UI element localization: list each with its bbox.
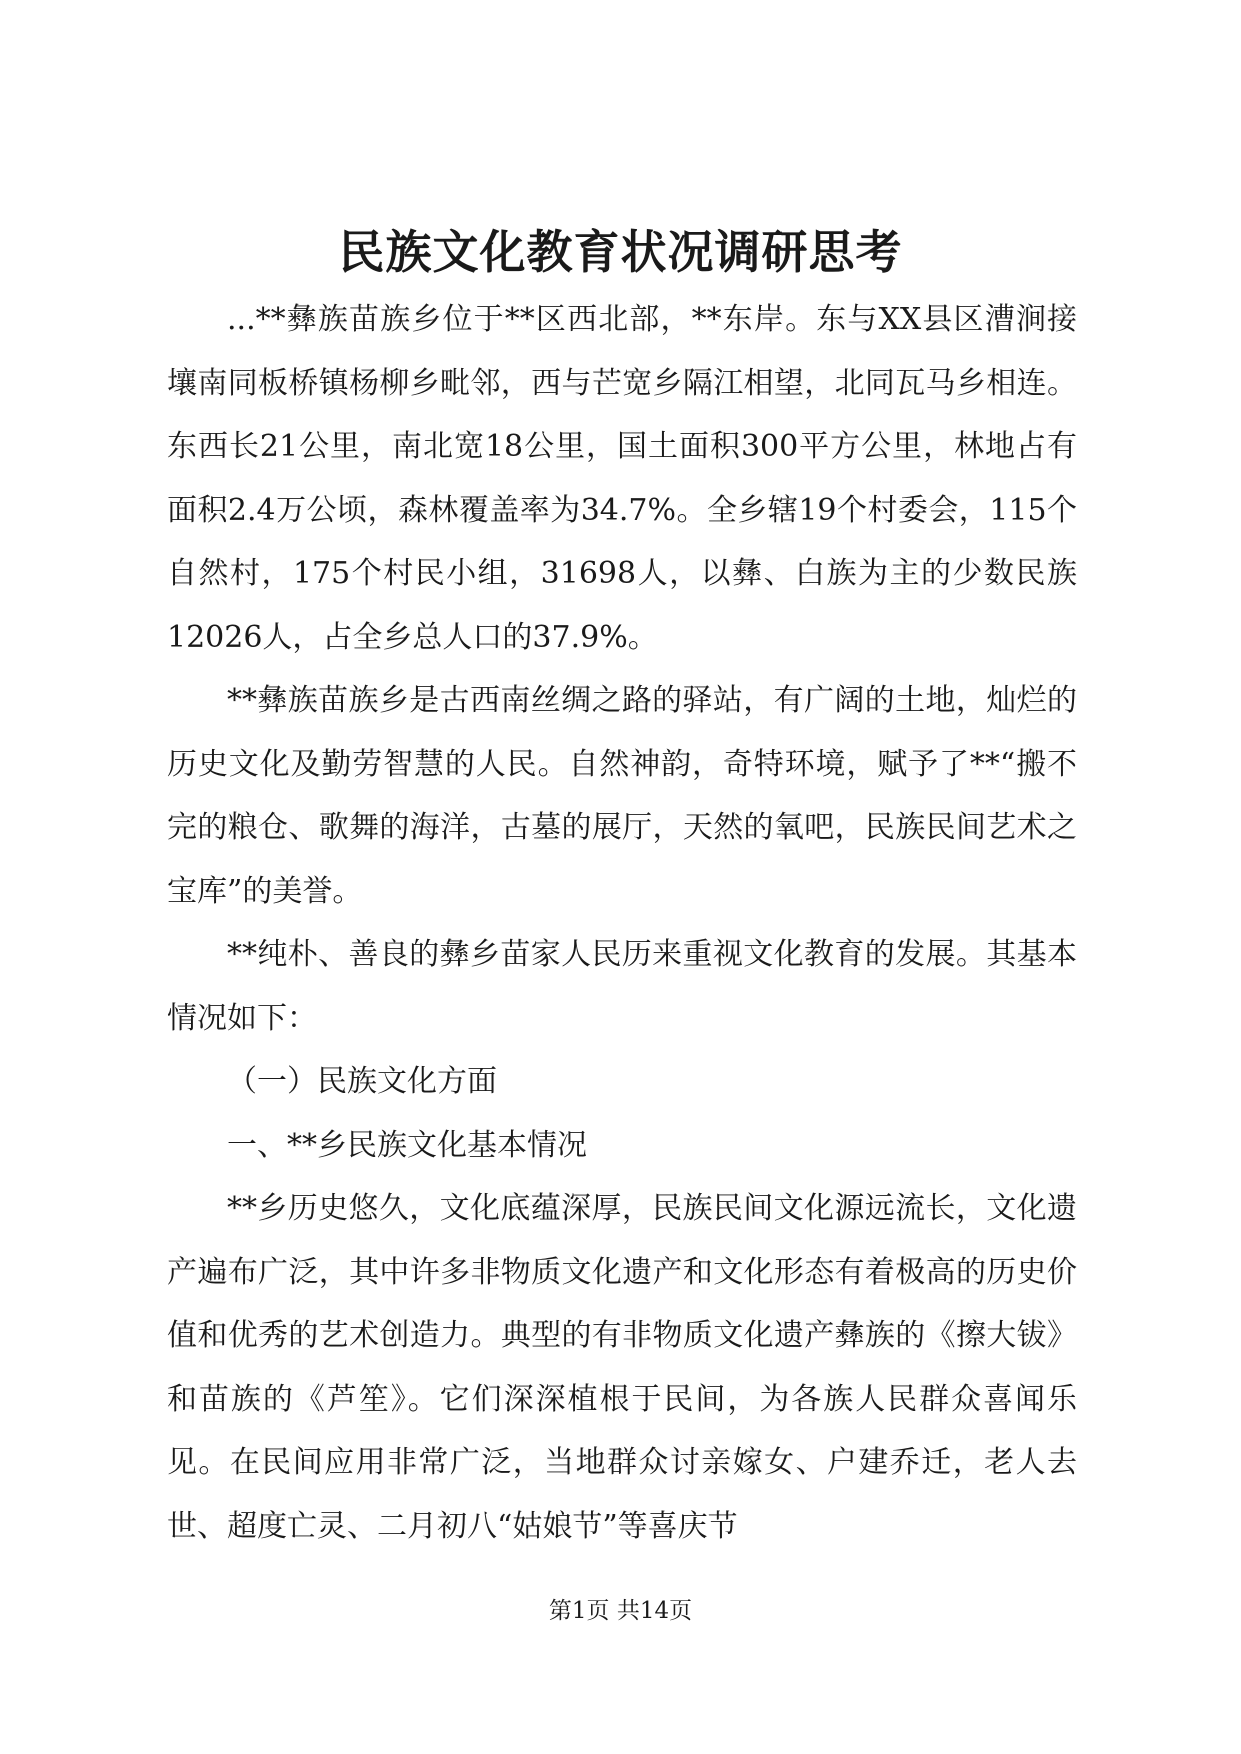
document-body	[167, 288, 1077, 1558]
paragraph-intro: ...**彝族苗族乡位于**区西北部，**东岸。东与XX县区漕涧接壤南同板桥镇杨柳乡毗邻，西与芒宽乡隔江相望，北同瓦马乡相连。东西长21公里，南北宽18公里，国土面积300平方公里，林地占有面积2.4万公顷，森林覆盖率为34.7%。全乡辖19个村委会，115个自然村，175个村民小组，31698人，以彝、白族为主的少数民族12026人，占全乡总人口的37.9%。	[167, 302, 1077, 655]
paragraph-overview: **纯朴、善良的彝乡苗家人民历来重视文化教育的发展。其基本情况如下：	[167, 937, 1077, 1036]
section-heading-culture: （一）民族文化方面	[227, 1064, 497, 1099]
page-footer: 第1页 共14页	[548, 1598, 693, 1624]
subsection-heading-basic-situation: 一、**乡民族文化基本情况	[227, 1127, 587, 1163]
paragraph-history: **彝族苗族乡是古西南丝绸之路的驿站，有广阔的土地，灿烂的历史文化及勤劳智慧的人民。自然神韵，奇特环境，赋予了**“搬不完的粮仓、歌舞的海洋，古墓的展厅，天然的氧吧，民族民间艺术之宝库”的美誉。	[167, 683, 1077, 909]
document-title: 民族文化教育状况调研思考	[338, 225, 903, 279]
paragraph-heritage: **乡历史悠久，文化底蕴深厚，民族民间文化源远流长，文化遗产遍布广泛，其中许多非物质文化遗产和文化形态有着极高的历史价值和优秀的艺术创造力。典型的有非物质文化遗产彝族的《擦大钹》和苗族的《芦笙》。它们深深植根于民间，为各族人民群众喜闻乐见。在民间应用非常广泛，当地群众讨亲嫁女、户建乔迁，老人去世、超度亡灵、二月初八“姑娘节”等喜庆节	[167, 1191, 1077, 1544]
